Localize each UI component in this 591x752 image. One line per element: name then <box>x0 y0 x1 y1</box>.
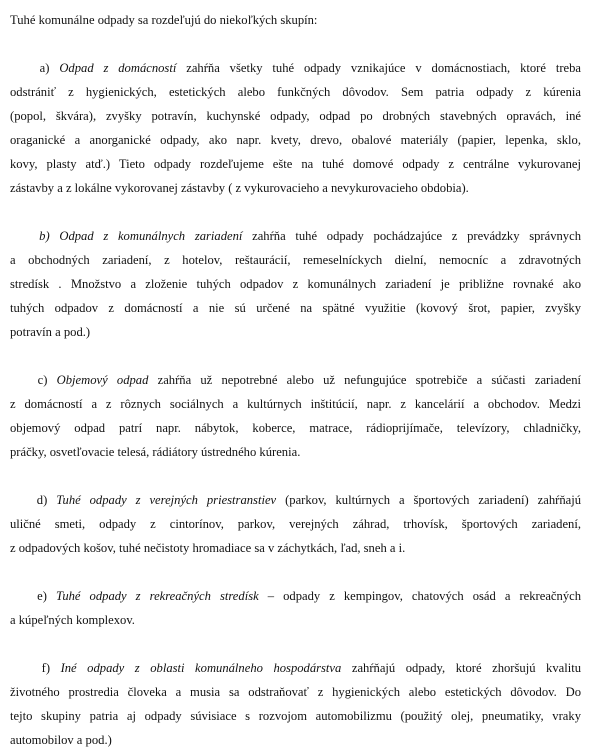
spacer <box>10 344 581 368</box>
section-line: odstrániť z hygienických, estetických alebo funkčných dôvodov. Sem patria odpady z kúrenia <box>10 85 581 99</box>
section-text: – odpady z kempingov, chatových osád a rekreačných <box>267 589 581 603</box>
section-marker: d) <box>36 493 48 507</box>
spacer <box>10 560 581 584</box>
section-line: oraganické a anorganické odpady, ako napr. kvety, drevo, obalové materiály (papier, lepenka, sklo, <box>10 133 581 147</box>
section-line: z odpadových košov, tuhé nečistoty hromadiace sa v záchytkách, ľad, sneh a i. <box>10 541 406 555</box>
section-marker: c) <box>37 373 48 387</box>
spacer <box>10 632 581 656</box>
section-d <box>10 488 581 560</box>
section-line: kovy, plasty atď.) Tieto odpady rozdeľujeme ešte na tuhé domové odpady z centrálne vykurovanej <box>10 157 581 171</box>
section-heading: Tuhé odpady z verejných priestranstiev <box>56 493 277 507</box>
section-c <box>10 368 581 464</box>
section-line: (popol, škvára), zvyšky potravín, kuchynské odpady, odpad po drobných stavebných opravách, iné <box>10 109 581 123</box>
section-line: objemový odpad patrí napr. nábytok, koberce, matrace, rádioprijímače, televízory, chladničky, <box>10 421 581 435</box>
section-heading: Tuhé odpady z rekreačných stredísk <box>56 589 259 603</box>
section-heading: Odpad z domácností <box>59 61 177 75</box>
section-marker: b) <box>39 229 50 243</box>
section-text: (parkov, kultúrnych a športových zariadení) zahŕňajú <box>285 493 581 507</box>
section-f <box>10 656 581 752</box>
section-heading: Iné odpady z oblasti komunálneho hospodárstva <box>60 661 342 675</box>
section-b <box>10 224 581 344</box>
section-line: stredísk . Množstvo a zloženie tuhých odpadov z komunálnych zariadení je približne rovnaké ako <box>10 277 581 291</box>
section-line: tejto skupiny patria aj odpady súvisiace s rozvojom automobilizmu (použitý olej, pneumatiky, vraky <box>10 709 581 723</box>
section-text: zahŕňajú odpady, ktoré zhoršujú kvalitu <box>351 661 581 675</box>
section-line <box>10 488 581 512</box>
section-text: zahŕňa už nepotrebné alebo už nefungujúce spotrebiče a súčasti zariadení <box>157 373 581 387</box>
section-line <box>10 56 581 80</box>
section-line: a obchodných zariadení, z hotelov, reštaurácií, remeselníckych dielní, nemocníc a zdravotných <box>10 253 581 267</box>
spacer <box>10 200 581 224</box>
section-marker: e) <box>37 589 47 603</box>
section-heading: Objemový odpad <box>56 373 149 387</box>
section-line <box>10 656 581 680</box>
section-line: práčky, osvetľovacie telesá, rádiátory ústredného kúrenia. <box>10 445 301 459</box>
section-line <box>10 224 581 248</box>
section-e <box>10 584 581 632</box>
section-line: a kúpeľných komplexov. <box>10 613 135 627</box>
section-marker: a) <box>39 61 50 75</box>
section-line: životného prostredia človeka a musia sa odstraňovať z hygienických alebo estetických dôvodov. Do <box>10 685 581 699</box>
section-line <box>10 368 581 392</box>
intro-line: Tuhé komunálne odpady sa rozdeľujú do niekoľkých skupín: <box>10 13 318 27</box>
section-heading: Odpad z komunálnych zariadení <box>59 229 243 243</box>
spacer <box>10 32 581 56</box>
section-line: tuhých odpadov z domácností a nie sú určené na spätné využitie (kovový šrot, papier, zvyšky <box>10 301 581 315</box>
section-line: automobilov a pod.) <box>10 733 112 747</box>
section-line: zástavby a z lokálne vykorovanej zástavby ( z vykurovacieho a nevykurovacieho obdobia). <box>10 181 469 195</box>
section-line: z domácností a z rôznych sociálnych a kultúrnych inštitúcií, napr. z kancelárií a obchodov. Medzi <box>10 397 581 411</box>
section-text: zahŕňa tuhé odpady pochádzajúce z prevádzky správnych <box>252 229 581 243</box>
section-marker: f) <box>41 661 51 675</box>
section-line <box>10 584 581 608</box>
section-a <box>10 56 581 200</box>
section-text: zahŕňa všetky tuhé odpady vznikajúce v domácnostiach, ktoré treba <box>186 61 581 75</box>
spacer <box>10 464 581 488</box>
section-line: potravín a pod.) <box>10 325 91 339</box>
section-line: uličné smeti, odpady z cintorínov, parkov, verejných záhrad, trhovísk, športových zariadení, <box>10 517 581 531</box>
